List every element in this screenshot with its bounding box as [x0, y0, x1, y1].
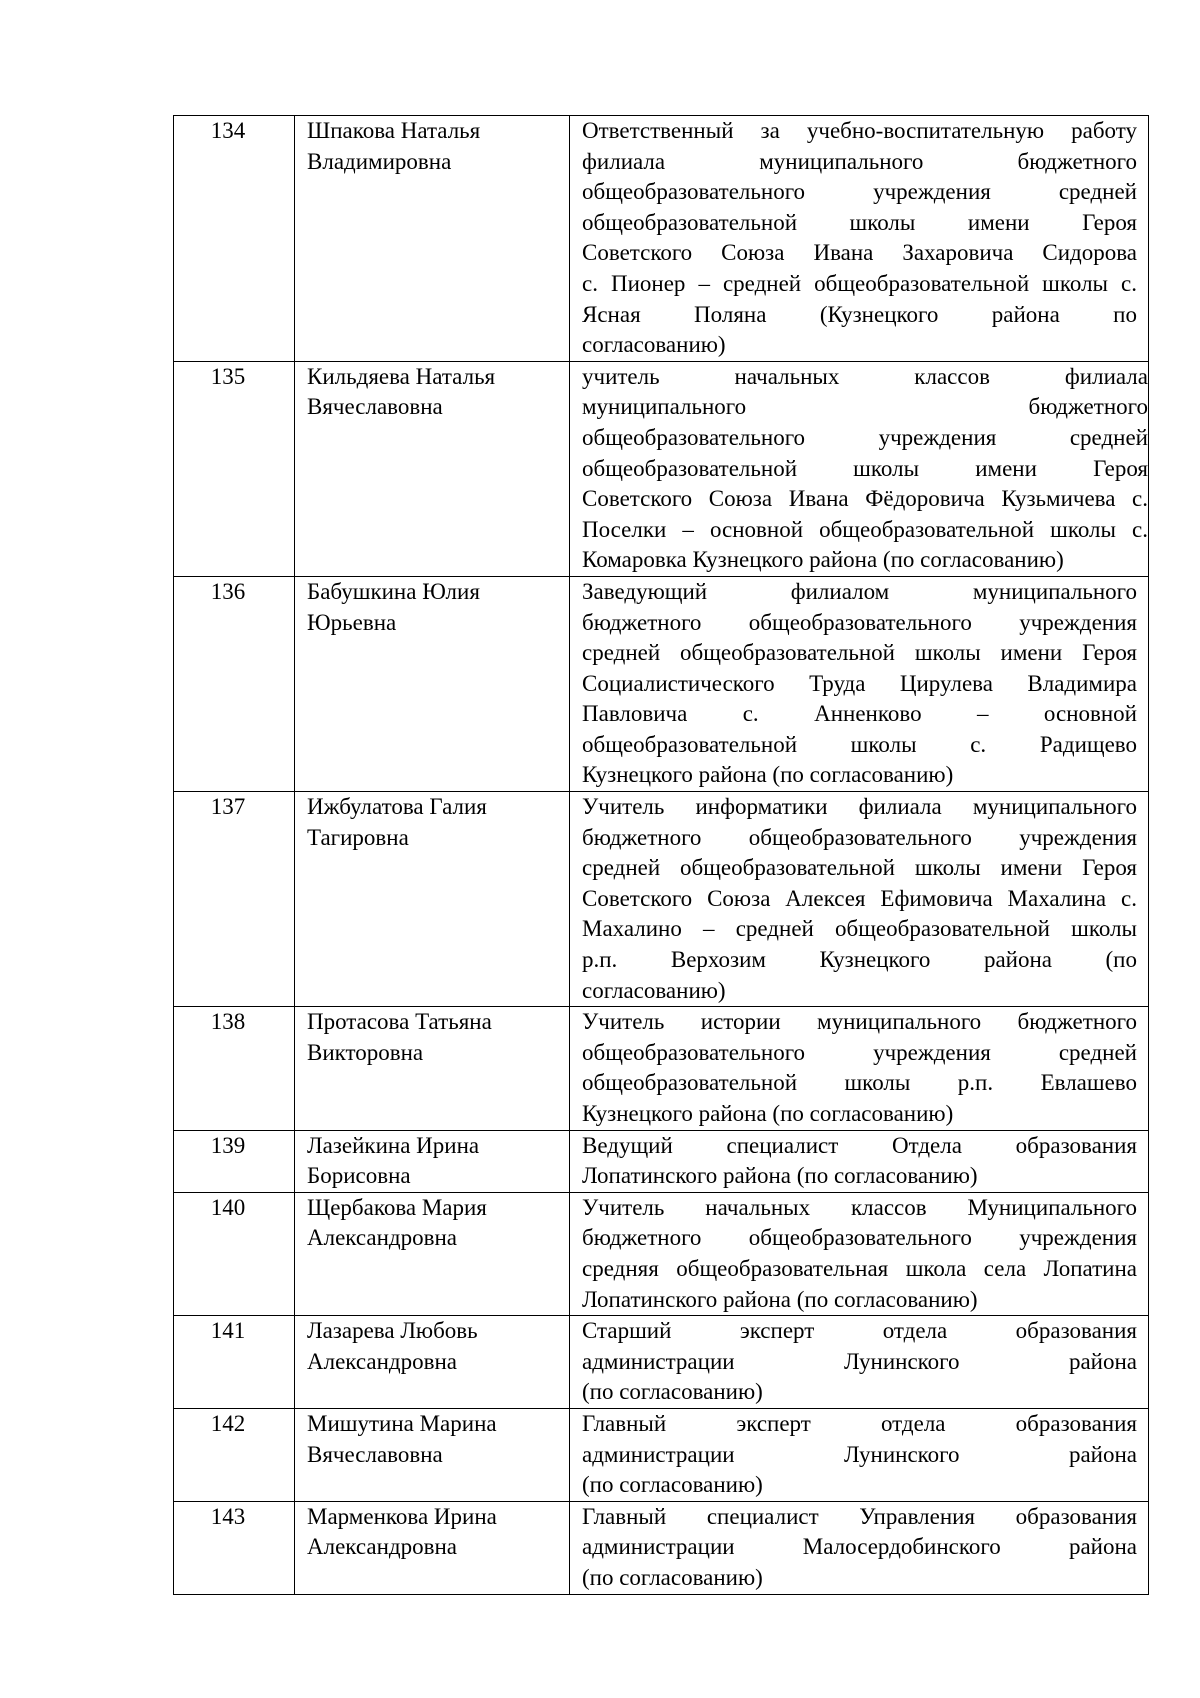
- row-number: 141: [174, 1316, 295, 1409]
- person-position: [570, 361, 1149, 576]
- position-line: общеобразовательной школы с. Радищево: [582, 731, 1137, 757]
- name-line: Протасова Татьяна: [307, 1009, 492, 1035]
- row-number: 134: [174, 116, 295, 362]
- row-number: 135: [174, 361, 295, 576]
- table-row: [174, 1316, 1149, 1409]
- person-name: [295, 792, 570, 1007]
- position-line: Поселки – основной общеобразовательной школы с.: [582, 516, 1148, 542]
- position-line: общеобразовательного учреждения средней: [582, 1039, 1137, 1065]
- name-line: Мишутина Марина: [307, 1410, 497, 1436]
- position-line: средней общеобразовательной школы имени Героя: [582, 640, 1137, 666]
- position-line: Главный эксперт отдела образования: [582, 1410, 1137, 1436]
- name-line: Викторовна: [307, 1039, 424, 1065]
- person-position: [570, 1007, 1149, 1130]
- person-name: [295, 576, 570, 791]
- position-line: Лопатинского района (по согласованию): [582, 1286, 978, 1312]
- position-line: с. Пионер – средней общеобразовательной школы с.: [582, 270, 1137, 296]
- table-row: [174, 576, 1149, 791]
- position-line: Кузнецкого района (по согласованию): [582, 1101, 954, 1126]
- person-position: [570, 576, 1149, 791]
- position-line: Заведующий филиалом муниципального: [582, 578, 1137, 604]
- person-name: [295, 1501, 570, 1594]
- position-line: Лопатинского района (по согласованию): [582, 1163, 978, 1189]
- position-line: администрации Лунинского района: [582, 1441, 1137, 1467]
- position-line: Кузнецкого района (по согласованию): [582, 762, 954, 788]
- position-line: общеобразовательной школы имени Героя: [582, 455, 1148, 481]
- position-line: общеобразовательной школы имени Героя: [582, 209, 1137, 235]
- row-number: 138: [174, 1007, 295, 1130]
- person-name: [295, 1316, 570, 1409]
- name-line: Владимировна: [307, 148, 452, 174]
- person-position: [570, 1316, 1149, 1409]
- position-line: Махалино – средней общеобразовательной школы: [582, 916, 1137, 942]
- name-line: Тагировна: [307, 824, 409, 850]
- person-name: [295, 1007, 570, 1130]
- position-line: (по согласованию): [582, 1379, 763, 1405]
- position-line: общеобразовательного учреждения средней: [582, 424, 1148, 450]
- position-line: бюджетного общеобразовательного учреждения: [582, 824, 1137, 850]
- name-line: Вячеславовна: [307, 394, 443, 420]
- position-line: администрации Лунинского района: [582, 1348, 1137, 1374]
- row-number: 136: [174, 576, 295, 791]
- position-line: Ответственный за учебно-воспитательную работу: [582, 118, 1137, 143]
- position-line: Учитель истории муниципального бюджетного: [582, 1009, 1137, 1035]
- person-name: [295, 361, 570, 576]
- position-line: согласованию): [582, 332, 726, 358]
- position-line: р.п. Верхозим Кузнецкого района (по: [582, 947, 1137, 973]
- table-body: [174, 116, 1149, 1595]
- table-row: [174, 1501, 1149, 1594]
- position-line: Учитель информатики филиала муниципального: [582, 794, 1137, 820]
- table-row: [174, 1007, 1149, 1130]
- person-position: [570, 1192, 1149, 1315]
- name-line: Щербакова Мария: [307, 1194, 487, 1220]
- position-line: Ясная Поляна (Кузнецкого района по: [582, 301, 1137, 327]
- person-position: [570, 1130, 1149, 1192]
- position-line: бюджетного общеобразовательного учреждения: [582, 1225, 1137, 1251]
- row-number: 142: [174, 1408, 295, 1501]
- position-line: Старший эксперт отдела образования: [582, 1318, 1137, 1344]
- name-line: Вячеславовна: [307, 1441, 443, 1467]
- position-line: бюджетного общеобразовательного учреждения: [582, 609, 1137, 635]
- person-position: [570, 116, 1149, 362]
- position-line: филиала муниципального бюджетного: [582, 148, 1137, 174]
- table-row: [174, 1130, 1149, 1192]
- name-line: Марменкова Ирина: [307, 1503, 497, 1529]
- position-line: муниципального бюджетного: [582, 394, 1148, 420]
- name-line: Борисовна: [307, 1163, 411, 1189]
- row-number: 143: [174, 1501, 295, 1594]
- name-line: Бабушкина Юлия: [307, 578, 480, 604]
- table-row: [174, 792, 1149, 1007]
- position-line: общеобразовательной школы р.п. Евлашево: [582, 1070, 1137, 1096]
- position-line: Комаровка Кузнецкого района (по согласованию): [582, 547, 1064, 573]
- person-name: [295, 116, 570, 362]
- row-number: 139: [174, 1130, 295, 1192]
- position-line: Советского Союза Ивана Фёдоровича Кузьмичева с.: [582, 486, 1148, 512]
- position-line: Советского Союза Алексея Ефимовича Махалина с.: [582, 885, 1137, 911]
- table-row: [174, 1408, 1149, 1501]
- position-line: согласованию): [582, 977, 726, 1003]
- position-line: Учитель начальных классов Муниципального: [582, 1194, 1137, 1220]
- position-line: (по согласованию): [582, 1472, 763, 1498]
- personnel-table: [173, 115, 1149, 1595]
- position-line: средняя общеобразовательная школа села Лопатина: [582, 1255, 1137, 1281]
- row-number: 137: [174, 792, 295, 1007]
- name-line: Александровна: [307, 1348, 457, 1374]
- person-position: [570, 1408, 1149, 1501]
- name-line: Лазейкина Ирина: [307, 1132, 480, 1158]
- position-line: общеобразовательного учреждения средней: [582, 179, 1137, 205]
- position-line: Ведущий специалист Отдела образования: [582, 1132, 1137, 1158]
- position-line: (по согласованию): [582, 1564, 763, 1590]
- person-name: [295, 1130, 570, 1192]
- name-line: Александровна: [307, 1225, 457, 1251]
- position-line: учитель начальных классов филиала: [582, 363, 1148, 389]
- table-row: [174, 116, 1149, 362]
- position-line: средней общеобразовательной школы имени Героя: [582, 855, 1137, 881]
- row-number: 140: [174, 1192, 295, 1315]
- name-line: Лазарева Любовь: [307, 1318, 478, 1344]
- person-name: [295, 1192, 570, 1315]
- position-line: Социалистического Труда Цирулева Владимира: [582, 670, 1137, 696]
- name-line: Ижбулатова Галия: [307, 794, 487, 820]
- name-line: Юрьевна: [307, 609, 397, 635]
- person-name: [295, 1408, 570, 1501]
- table-row: [174, 1192, 1149, 1315]
- position-line: Советского Союза Ивана Захаровича Сидорова: [582, 240, 1137, 266]
- position-line: администрации Малосердобинского района: [582, 1534, 1137, 1560]
- position-line: Главный специалист Управления образования: [582, 1503, 1137, 1529]
- name-line: Шпакова Наталья: [307, 118, 481, 143]
- person-position: [570, 1501, 1149, 1594]
- position-line: Павловича с. Анненково – основной: [582, 701, 1137, 727]
- name-line: Александровна: [307, 1534, 457, 1560]
- person-position: [570, 792, 1149, 1007]
- table-row: [174, 361, 1149, 576]
- name-line: Кильдяева Наталья: [307, 363, 496, 389]
